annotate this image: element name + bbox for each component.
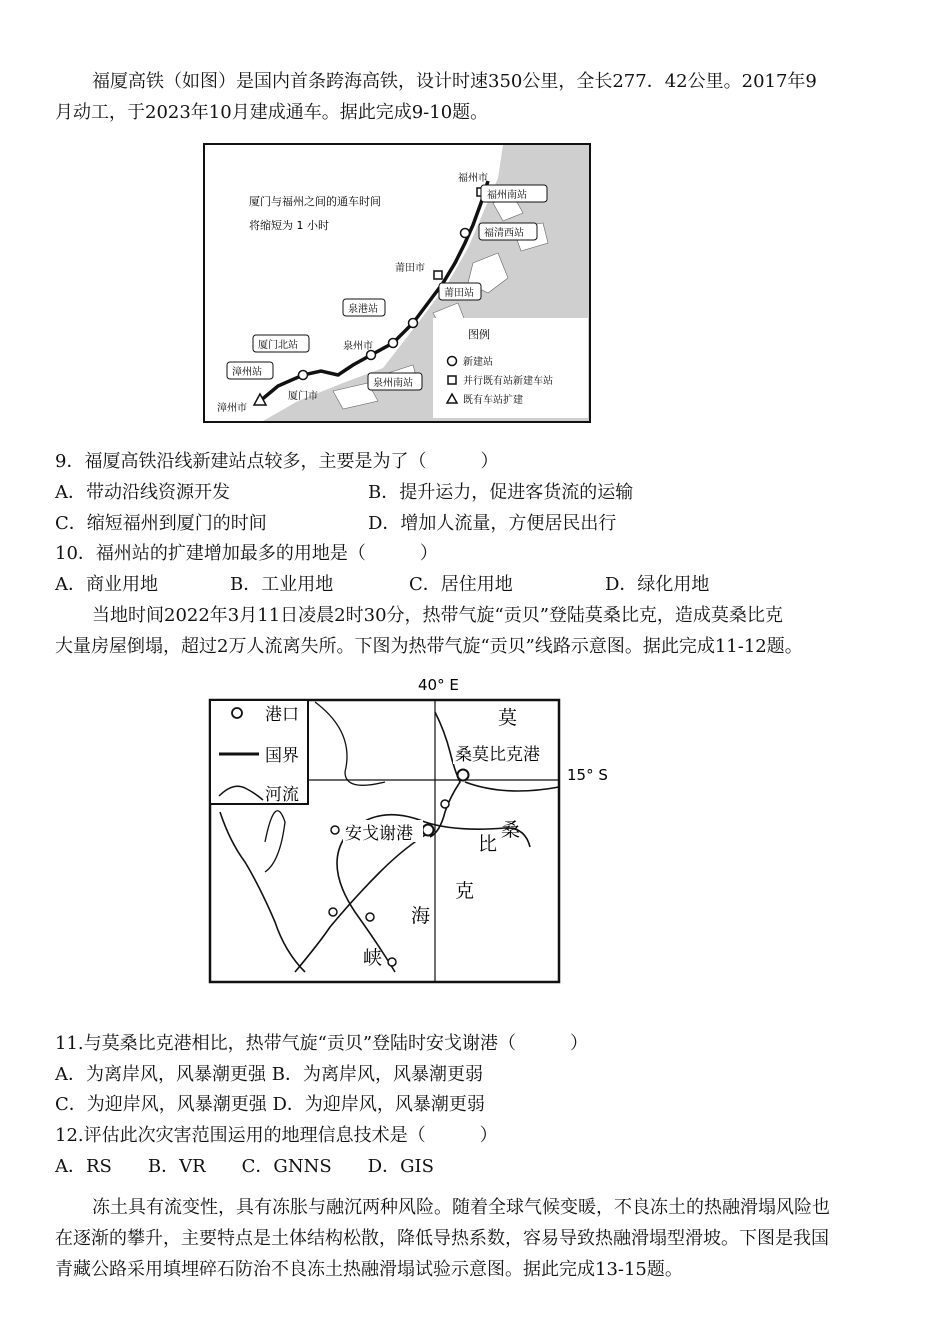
station-fuzhou-south: 福州南站 (487, 190, 527, 201)
station-fuqing-west: 福清西站 (484, 228, 524, 239)
passage3-line2: 在逐渐的攀升，主要特点是土体结构松散，降低导热系数，容易导致热融滑塌型滑坡。下图是我国 (55, 1228, 829, 1249)
port-angoche: 安戈谢港 (345, 824, 413, 844)
city-putian: 莆田市 (395, 263, 425, 274)
q9-stem: 9．福厦高铁沿线新建站点较多，主要是为了（ ） (55, 451, 499, 472)
city-quanzhou: 泉州市 (343, 341, 373, 352)
lon-label: 40° E (418, 676, 459, 694)
legend-expanded-station: 既有车站扩建 (463, 395, 523, 406)
legend-river: 河流 (265, 785, 299, 805)
passage2-line1: 当地时间2022年3月11日凌晨2时30分，热带气旋“贡贝”登陆莫桑比克，造成莫桑比克 (92, 605, 783, 626)
legend-port: 港口 (265, 705, 299, 725)
q9-option-b: B．提升运力，促进客货流的运输 (368, 482, 634, 503)
sea-char-1: 海 (411, 905, 431, 927)
q9-option-c: C．缩短福州到厦门的时间 (55, 513, 267, 534)
q9-option-d: D．增加人流量，方便居民出行 (368, 513, 617, 534)
q10-option-d: D．绿化用地 (605, 574, 710, 595)
passage1-line1: 福厦高铁（如图）是国内首条跨海高铁，设计时速350公里，全长277．42公里。2017年9 (92, 71, 817, 92)
station-xiamen-north: 厦门北站 (258, 340, 298, 351)
country-char-4: 克 (455, 880, 475, 902)
q10-stem: 10．福州站的扩建增加最多的用地是（ ） (55, 543, 438, 564)
q9-option-a: A．带动沿线资源开发 (55, 482, 230, 503)
passage2-line2: 大量房屋倒塌，超过2万人流离失所。下图为热带气旋“贡贝”线路示意图。据此完成11-12题。 (55, 636, 803, 657)
map1-legend-title: 图例 (468, 328, 490, 341)
passage1-line2: 月动工，于2023年10月建成通车。据此完成9-10题。 (55, 102, 489, 123)
station-putian: 莆田站 (444, 288, 474, 299)
passage3-line1: 冻土具有流变性，具有冻胀与融沉两种风险。随着全球气候变暖，不良冻土的热融滑塌风险也 (92, 1197, 830, 1218)
country-char-3: 比 (478, 833, 498, 855)
sea-char-2: 峡 (363, 947, 383, 969)
q10-option-c: C．居住用地 (409, 574, 513, 595)
station-zhangzhou: 漳州站 (232, 367, 262, 378)
q12-options: A．RS B．VR C．GNNS D．GIS (55, 1156, 434, 1177)
station-quanzhou-south: 泉州南站 (373, 378, 413, 389)
q11-options-ab: A．为离岸风，风暴潮更强 B．为离岸风，风暴潮更弱 (55, 1064, 483, 1085)
q12-stem: 12.评估此次灾害范围运用的地理信息技术是（ ） (55, 1125, 498, 1146)
legend-parallel-station: 并行既有站新建车站 (463, 376, 553, 387)
q11-options-cd: C．为迎岸风，风暴潮更强 D．为迎岸风，风暴潮更弱 (55, 1094, 485, 1115)
lat-label: 15° S (567, 766, 608, 784)
q10-option-a: A．商业用地 (55, 574, 158, 595)
map1-note-1: 厦门与福州之间的通车时间 (249, 195, 381, 208)
city-zhangzhou: 漳州市 (217, 403, 247, 414)
legend-new-station: 新建站 (463, 357, 493, 368)
fuxia-railway-map (203, 143, 593, 429)
legend-border: 国界 (265, 746, 299, 766)
passage3-line3: 青藏公路采用填埋碎石防治不良冻土热融滑塌试验示意图。据此完成13-15题。 (55, 1259, 683, 1280)
country-char-1: 莫 (498, 707, 518, 729)
city-xiamen: 厦门市 (288, 391, 318, 402)
q10-option-b: B．工业用地 (230, 574, 334, 595)
map1-note-2: 将缩短为 1 小时 (249, 219, 329, 232)
station-quangang: 泉港站 (348, 304, 378, 315)
country-char-2: 桑 (501, 819, 521, 841)
q11-stem: 11.与莫桑比克港相比，热带气旋“贡贝”登陆时安戈谢港（ ） (55, 1033, 589, 1054)
city-fuzhou: 福州市 (458, 173, 488, 184)
port-mozambique: 桑莫比克港 (455, 745, 540, 765)
cyclone-gombe-map (205, 672, 625, 991)
